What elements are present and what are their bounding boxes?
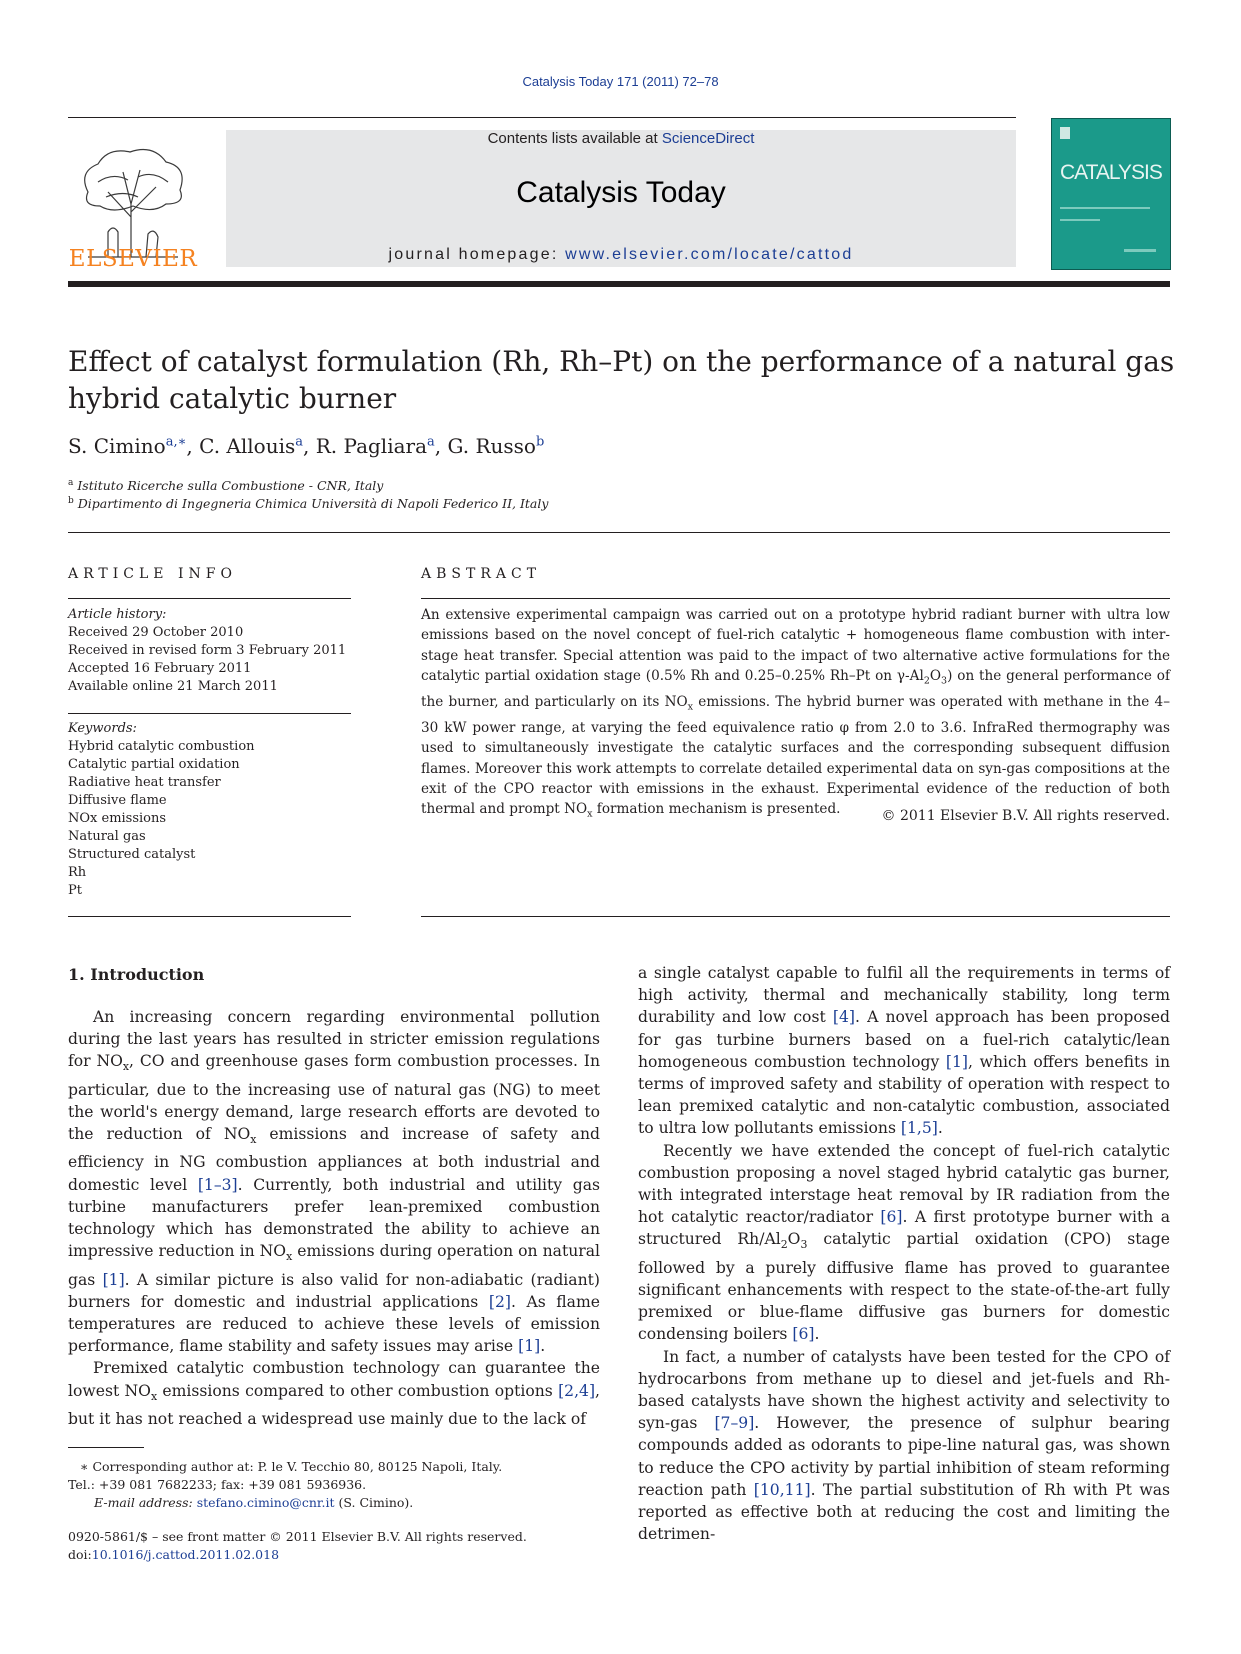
keyword: Radiative heat transfer	[68, 775, 221, 790]
abstract-copyright: © 2011 Elsevier B.V. All rights reserved.	[881, 808, 1170, 824]
cover-logo-icon	[1060, 127, 1070, 139]
author-name: R. Pagliara	[315, 434, 427, 458]
affiliation: $^a$ Istituto Ricerche sulla Combustione - CNR, Italy	[68, 478, 384, 494]
email-link[interactable]: stefano.cimino@cnr.it	[196, 1495, 335, 1510]
author-name: G. Russo	[447, 434, 536, 458]
citation-link[interactable]: [2,4]	[558, 1381, 596, 1400]
affiliation: $^b$ Dipartimento di Ingegneria Chimica Università di Napoli Federico II, Italy	[68, 496, 549, 512]
citation-link[interactable]: [10,11]	[753, 1480, 811, 1499]
article-history: Article history: Received 29 October 2010 Received in revised form 3 February 2011 Accepted 16 February 2011 Available online 21 March 2011	[68, 607, 347, 694]
journal-reference[interactable]: Catalysis Today 171 (2011) 72–78	[522, 74, 719, 89]
homepage-link[interactable]: www.elsevier.com/locate/cattod	[565, 246, 854, 263]
author-list: S. Cimino$^{a,∗}$, C. Allouis$^a$, R. Pagliara$^a$, G. Russo$^b$	[68, 434, 545, 458]
abstract-rule	[421, 916, 1170, 917]
paragraph: In fact, a number of catalysts have been tested for the CPO of hydrocarbons from methane up to diesel and jet-fuels and Rh-based catalysts have shown the highest activity and selectivity to syn-gas [7–9]. However, the presence of sulphur bearing compounds added as odorants to pipe-line natural gas, was shown to reduce the CPO activity by partial inhibition of steam reforming reaction path [10,11]. The partial substitution of Rh with Pt was reported as effective both at reducing the cost and limiting the detrimen-	[638, 1347, 1170, 1544]
author-sup[interactable]: a	[427, 434, 435, 450]
info-rule	[68, 916, 351, 917]
doi-line: doi:10.1016/j.cattod.2011.02.018	[68, 1547, 280, 1562]
phone-fax-note: Tel.: +39 081 7682233; fax: +39 081 5936936.	[68, 1477, 367, 1492]
keyword: Natural gas	[68, 829, 146, 844]
citation-link[interactable]: [7–9]	[714, 1414, 755, 1433]
citation-link[interactable]: [1]	[945, 1052, 969, 1071]
author-sup[interactable]: a,∗	[165, 434, 187, 450]
author-name: C. Allouis	[199, 434, 296, 458]
citation-link[interactable]: [6]	[792, 1325, 815, 1344]
article-title: Effect of catalyst formulation (Rh, Rh–Pt) on the performance of a natural gas hybrid catalytic burner	[68, 345, 1175, 415]
section-rule	[68, 532, 1170, 533]
footnote-rule	[68, 1447, 144, 1448]
keyword: Rh	[68, 865, 87, 880]
paragraph: An increasing concern regarding environmental pollution during the last years has resulted in stricter emission regulations for $NO_x$, CO and greenhouse gases form combustion processes. In particular, due to the increasing use of natural gas (NG) to meet the world's energy demand, large research efforts are devoted to the reduction of $NO_x$ emissions and increase of safety and efficiency in NG combustion appliances at both industrial and domestic level [1–3]. Currently, both industrial and utility gas turbine manufacturers prefer lean-premixed combustion technology which has demonstrated the ability to achieve an impressive reduction in $NO_x$ emissions during operation on natural gas [1]. A similar picture is also valid for non-adiabatic (radiant) burners for domestic and industrial applications [2]. As flame temperatures are reduced to achieve these levels of emission performance, flame stability and safety issues may arise [1].	[68, 1008, 601, 1356]
keyword: Catalytic partial oxidation	[68, 757, 240, 772]
paragraph: Premixed catalytic combustion technology can guarantee the lowest $NO_x$ emissions compared to other combustion options [2,4], but it has not reached a widespread use mainly due to the lack of	[68, 1359, 600, 1428]
info-rule	[68, 598, 351, 599]
keywords-list: Keywords: Hybrid catalytic combustion Catalytic partial oxidation Radiative heat transfer Diffusive flame NOx emissions Natural gas Structured catalyst Rh Pt	[68, 721, 255, 898]
keyword: NOx emissions	[68, 811, 167, 826]
abstract-rule	[421, 598, 1170, 599]
intro-column-left	[68, 1006, 600, 1430]
email-note: E-mail address: stefano.cimino@cnr.it (S. Cimino).	[94, 1495, 414, 1510]
citation-link[interactable]: [1,5]	[900, 1119, 938, 1138]
citation-link[interactable]: [2]	[488, 1292, 511, 1311]
paragraph: a single catalyst capable to fulfil all the requirements in terms of high activity, thermal and mechanically stability, long term durability and low cost [4]. A novel approach has been proposed for gas turbine burners based on a fuel-rich catalytic/lean homogeneous combustion technology [1], which offers benefits in terms of improved safety and stability of operation with respect to lean premixed catalytic and non-catalytic combustion, associated to ultra low pollutants emissions [1,5].	[638, 964, 1171, 1138]
cover-line-icon	[1124, 249, 1156, 252]
contents-line: Contents lists available at ScienceDirect	[487, 130, 755, 147]
cover-title: CATALYSIS	[1060, 161, 1162, 184]
article-info-heading: ARTICLE INFO	[68, 566, 237, 582]
sciencedirect-link[interactable]: ScienceDirect	[661, 130, 755, 147]
citation-link[interactable]: [4]	[832, 1008, 855, 1027]
author-name: S. Cimino	[68, 434, 166, 458]
journal-homepage: journal homepage: www.elsevier.com/locate/cattod	[388, 246, 854, 263]
citation-link[interactable]: [1]	[102, 1270, 125, 1289]
abstract-text: An extensive experimental campaign was carried out on a prototype hybrid radiant burner with ultra low emissions based on the novel concept of fuel-rich catalytic + homogeneous flame combustion with inter-stage heat transfer. Special attention was paid to the impact of two alternative active formulations for the catalytic partial oxidation stage (0.5% Rh and 0.25–0.25% Rh–Pt on $\gamma-Al_2O_3$) on the general performance of the burner, and particularly on its $NO_x$ emissions. The hybrid burner was operated with methane in the 4–30 kW power range, at varying the feed equivalence ratio φ from 2.0 to 3.6. InfraRed thermography was used to simultaneously investigate the catalytic surfaces and the corresponding subsequent diffusion flames. Moreover this work attempts to correlate detailed experimental data on syn-gas compositions at the exit of the CPO reactor with emissions in the exhaust. Experimental evidence of the reduction of both thermal and prompt $NO_x$ formation mechanism is presented.	[421, 607, 1171, 820]
citation-link[interactable]: [1]	[518, 1337, 541, 1356]
keyword: Structured catalyst	[68, 847, 196, 862]
author-sup[interactable]: b	[535, 434, 545, 450]
elsevier-wordmark: ELSEVIER	[68, 246, 198, 272]
section-heading: 1. Introduction	[68, 965, 205, 984]
intro-column-right	[638, 962, 1170, 1545]
keyword: Hybrid catalytic combustion	[68, 739, 255, 754]
corresponding-author-note: ∗ Corresponding author at: P. le V. Tecchio 80, 80125 Napoli, Italy.	[80, 1459, 503, 1474]
journal-title: Catalysis Today	[516, 176, 726, 209]
doi-link[interactable]: 10.1016/j.cattod.2011.02.018	[91, 1547, 280, 1562]
header-thick-rule	[68, 281, 1170, 287]
keyword: Diffusive flame	[68, 793, 167, 808]
journal-cover-thumbnail[interactable]	[1051, 118, 1171, 270]
cover-line-icon	[1060, 207, 1150, 209]
abstract-heading: ABSTRACT	[421, 566, 542, 582]
issn-line: 0920-5861/$ – see front matter © 2011 Elsevier B.V. All rights reserved.	[68, 1529, 527, 1544]
journal-banner	[226, 130, 1016, 267]
citation-link[interactable]: [6]	[880, 1208, 903, 1227]
header-rule	[68, 117, 1016, 118]
keyword: Pt	[68, 883, 82, 898]
paragraph: Recently we have extended the concept of fuel-rich catalytic combustion proposing a novel staged hybrid catalytic gas burner, with integrated interstage heat removal by IR radiation from the hot catalytic reactor/radiator [6]. A first prototype burner with a structured $Rh/Al_2O_3$ catalytic partial oxidation (CPO) stage followed by a purely diffusive flame has proved to guarantee significant enhancements with respect to the state-of-the-art fully premixed or blue-flame diffusive gas burners for domestic condensing boilers [6].	[638, 1141, 1171, 1344]
author-sup[interactable]: a	[295, 434, 304, 450]
info-rule	[68, 713, 351, 714]
cover-line-icon	[1060, 219, 1100, 221]
citation-link[interactable]: [1–3]	[197, 1175, 238, 1194]
